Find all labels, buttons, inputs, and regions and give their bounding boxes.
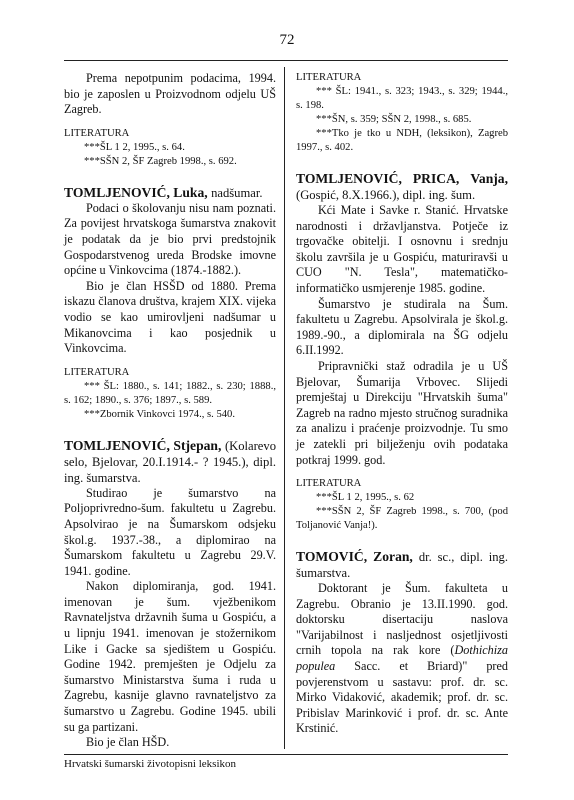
column-divider — [284, 67, 285, 749]
footer-rule — [64, 754, 508, 755]
paragraph-text: Sacc. et Briard)" pred povjerenstvom u sastavu: prof. dr. sc. Mirko Vidaković, akademik; prof. dr. sc. Pribislav Marinković i prof. dr. sc. Ante Krstinić. — [296, 659, 508, 736]
entry-heading-stjepan — [64, 438, 276, 486]
page-number: 72 — [279, 32, 295, 48]
entry-paragraph: Šumarstvo je studirala na Šum. fakultetu u Zagrebu. Apsolvirala je škol.g. 1989.-90., a diplomirala na ŠG odjelu 6.II.1992. — [296, 296, 508, 358]
literature-heading: LITERATURA — [64, 127, 130, 139]
entry-paragraph: Pripravnički staž odradila je u UŠ Bjelovar, Šumarija Vrbovec. Slijedi premještaj u Direkciju "Hrvatskih šuma" Zagreb na radno mjesto stručnog suradnika za analizu i praćenje proizvodnje. Tu smo je zatekli pri bilježenju ovih podataka potkraj 1999. god. — [296, 358, 508, 467]
right-column — [296, 71, 508, 737]
literature-heading: LITERATURA — [296, 72, 362, 83]
literature-item: ***Tko je tko u NDH, (leksikon), Zagreb 1997., s. 402. — [296, 128, 508, 153]
entry-paragraph: Bio je član HŠD. — [86, 735, 170, 750]
literature-list — [64, 141, 276, 169]
literature-item: ***ŠL 1 2, 1995., s. 64. — [84, 141, 185, 153]
entry-heading-luka — [64, 185, 276, 201]
entry-heading-zoran — [296, 549, 508, 581]
literature-list — [296, 491, 508, 533]
species-name: Dothichiza populea — [296, 643, 508, 674]
entry-heading-prica — [296, 171, 508, 203]
header-rule — [64, 60, 508, 61]
literature-item: ***ŠN, s. 359; SŠN 2, 1998., s. 685. — [316, 114, 472, 125]
entry-paragraph: Podaci o školovanju nisu nam poznati. Za povijest hrvatskoga šumarstva znakovit je podatak da je bio prvi predstojnik Gospodarstvenog ureda Brodske imovne općine u Vinkovcima (1874.-1882.). — [64, 200, 276, 278]
literature-item: *** ŠL: 1941., s. 323; 1943., s. 329; 1944., s. 198. — [296, 86, 508, 111]
footer-text: Hrvatski šumarski životopisni leksikon — [64, 758, 237, 770]
entry-given-name: Vanja, — [470, 171, 508, 186]
literature-item: *** ŠL: 1880., s. 141; 1882., s. 230; 1888., s. 162; 1890., s. 376; 1897., s. 589. — [64, 380, 276, 406]
entry-meta: (Gospić, 8.X.1966.), dipl. ing. šum. — [296, 188, 476, 202]
entry-surname: TOMLJENOVIĆ, — [64, 184, 170, 200]
entry-surname: TOMLJENOVIĆ, — [64, 437, 170, 453]
entry-given-name: Luka, — [173, 184, 208, 200]
literature-list — [296, 85, 508, 155]
literature-item: ***SŠN 2, ŠF Zagreb 1998., s. 700, (pod Toljanović Vanja!). — [296, 506, 508, 532]
entry-paragraph: Studirao je šumarstvo na Poljoprivredno-šum. fakultetu u Zagrebu. Apsolvirao je na Šumarskom odsjeku škol.g. 1937.-38., a diplomirao na Šumarskom fakultetu u Zagrebu 29.V. 1941. godine. — [64, 485, 276, 578]
literature-heading: LITERATURA — [296, 478, 362, 490]
literature-item: ***ŠL 1 2, 1995., s. 62 — [316, 492, 415, 504]
entry-paragraph: Kći Mate i Savke r. Stanić. Hrvatske narodnosti i državljanstva. Potječe iz trgovačke obitelji. I osnovnu i srednju školu završila je u Gospiću, maturiravši u CUO "N. Tesla", matematičko-informatičko usmjerenje 1985. godine. — [296, 203, 508, 295]
entry-given-name: Stjepan, — [173, 437, 222, 453]
paragraph-text: Doktorant je Šum. fakulteta u Zagrebu. Obranio je 13.II.1990. god. doktorsku disertaciju naslova "Varijabilnost i nasljednost osjetljivosti crnih topola na rak kore ( — [296, 581, 508, 658]
literature-list — [64, 380, 276, 422]
entry-surname: TOMLJENOVIĆ, PRICA, — [296, 171, 460, 186]
left-column — [64, 71, 276, 751]
entry-paragraph: Bio je član HSŠD od 1880. Prema iskazu članova društva, krajem XIX. vijeka vodio se kao umirovljeni nadšumar u Mikanovcima i kao posjednik u Vinkovcima. — [64, 278, 276, 356]
entry-paragraph — [296, 581, 508, 737]
literature-item: ***SŠN 2, ŠF Zagreb 1998., s. 692. — [84, 155, 237, 167]
literature-item: ***Zbornik Vinkovci 1974., s. 540. — [84, 408, 236, 420]
entry-meta: dr. sc., dipl. ing. šumarstva. — [296, 550, 508, 581]
entry-given-name: Zoran, — [373, 549, 413, 565]
intro-paragraph: Prema nepotpunim podacima, 1994. bio je zaposlen u Proizvodnom odjelu UŠ Zagreb. — [64, 71, 276, 117]
entry-paragraph: Nakon diplomiranja, god. 1941. imenovan je šum. vježbenikom Ravnateljstva državnih šuma u Gospiću, a u lipnju 1941. imenovan je stožernikom Like i Gacke sa sjedištem u Gospiću. Godine 1942. premješten je Odjelu za šumarstvo Ministarstva šuma i ruda u Zagrebu, kasnije glavno ravnateljstvo za šumarstvo u Zagrebu. Godine 1945. ubili su ga partizani. — [64, 579, 276, 734]
entry-surname: TOMOVIĆ, — [296, 549, 368, 565]
entry-meta: nadšumar. — [211, 185, 263, 200]
entry-meta: (Kolarevo selo, Bjelovar, 20.I.1914.- ? 1945.), dipl. ing. šumarstva. — [64, 438, 276, 485]
literature-heading: LITERATURA — [64, 366, 130, 378]
